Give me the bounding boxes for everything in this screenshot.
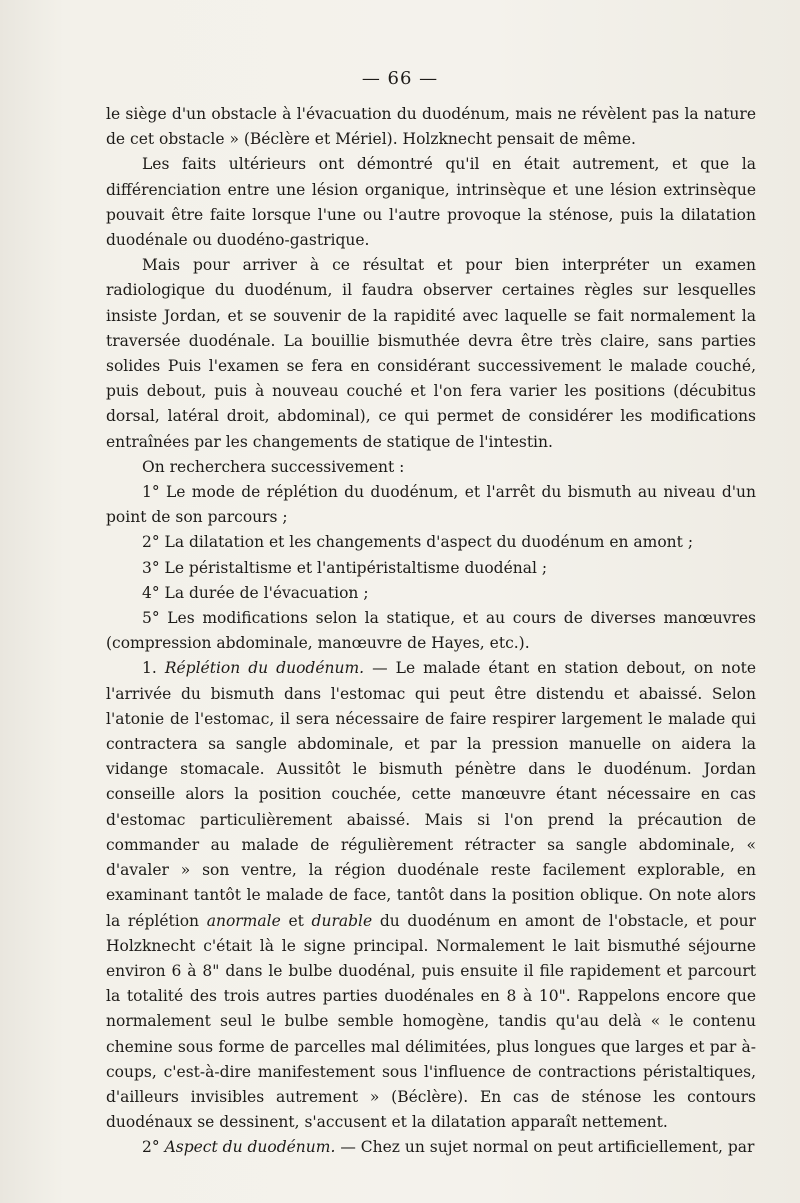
list-item: 2° La dilatation et les changements d'aspect du duodénum en amont ;	[142, 533, 694, 552]
list-item: 4° La durée de l'évacuation ;	[142, 583, 369, 602]
page-number: — 66 —	[361, 68, 439, 89]
section-2-text: — Chez un sujet normal on peut artificiellement, par	[340, 1138, 755, 1157]
list-item: 3° Le péristaltisme et l'antipéristaltisme duodénal ;	[142, 558, 548, 577]
paragraph: Les faits ultérieurs ont démontré qu'il en était autrement, et que la différenciation entre une lésion organique, intrinsèque et une lésion extrinsèque pouvait être faite lorsque l'une ou l'autre provoque la sténose, puis la dilatation duodénale ou duodéno-gastrique.	[106, 155, 756, 250]
section-1-paragraph	[106, 656, 756, 1135]
section-1-number: 1.	[142, 659, 157, 678]
paragraph: Mais pour arriver à ce résultat et pour bien interpréter un examen radiologique du duodénum, il faudra observer certaines règles sur lesquelles insiste Jordan, et se souvenir de la rapidité avec laquelle se fait normalement la traversée duodénale. La bouillie bismuthée devra être très claire, sans parties solides Puis l'examen se fera en considérant successivement le malade couché, puis debout, puis à nouveau couché et l'on fera varier les positions (décubitus dorsal, latéral droit, abdominal), ce qui permet de considérer les modifications entraînées par les changements de statique de l'intestin.	[106, 256, 756, 451]
section-2-heading: Aspect du duodénum.	[164, 1138, 336, 1157]
section-2-paragraph	[106, 1135, 756, 1160]
list-item: 5° Les modifications selon la statique, et au cours de diverses manœuvres (compression abdominale, manœuvre de Hayes, etc.).	[106, 609, 756, 653]
section-1-heading: Réplétion du duodénum.	[164, 659, 365, 678]
emphasis-durable: durable	[311, 911, 373, 930]
paragraph: le siège d'un obstacle à l'évacuation du duodénum, mais ne révèlent pas la nature de cet obstacle » (Béclère et Mériel). Holzknecht pensait de même.	[106, 105, 756, 149]
section-2-number: 2°	[142, 1138, 160, 1157]
section-1-text-a: — Le malade étant en station debout, on note l'arrivée du bismuth dans l'estomac qui peut être distendu et abaissé. Selon l'atonie de l'estomac, il sera nécessaire de faire respirer largement le malade qui contractera sa sangle abdominale, et par la pression manuelle on aidera la vidange stomacale. Aussitôt le bismuth pénètre dans le duodénum. Jordan conseille alors la position couchée, cette manœuvre étant nécessaire en cas d'estomac particulièrement abaissé. Mais si l'on prend la précaution de commander au malade de régulièrement rétracter sa sangle abdominale, « d'avaler » son ventre, la région duodénale reste facilement explorable, en examinant tantôt le malade de face, tantôt dans la position oblique. On note alors la réplétion	[106, 659, 756, 930]
list-item: 1° Le mode de réplétion du duodénum, et l'arrêt du bismuth au niveau d'un point de son parcours ;	[106, 483, 756, 527]
section-1-text-b: du duodénum en amont de l'obstacle, et pour Holzknecht c'était là le signe principal. Normalement le lait bismuthé séjourne environ 6 à 8" dans le bulbe duodénal, puis ensuite il file rapidement et parcourt la totalité des trois autres parties duodénales en 8 à 10". Rappelons encore que normalement seul le bulbe semble homogène, tandis qu'au delà « le contenu chemine sous forme de parcelles mal délimitées, plus longues que larges et par à-coups, c'est-à-dire manifestement sous l'influence de contractions péristaltiques, d'ailleurs invisibles autrement » (Béclère). En cas de sténose les contours duodénaux se dessinent, s'accusent et la dilatation apparaît nettement.	[106, 911, 756, 1132]
paragraph: On recherchera successivement :	[142, 457, 405, 476]
section-1-join: et	[288, 911, 304, 930]
body-text	[106, 102, 756, 1161]
emphasis-anormale: anormale	[206, 911, 281, 930]
